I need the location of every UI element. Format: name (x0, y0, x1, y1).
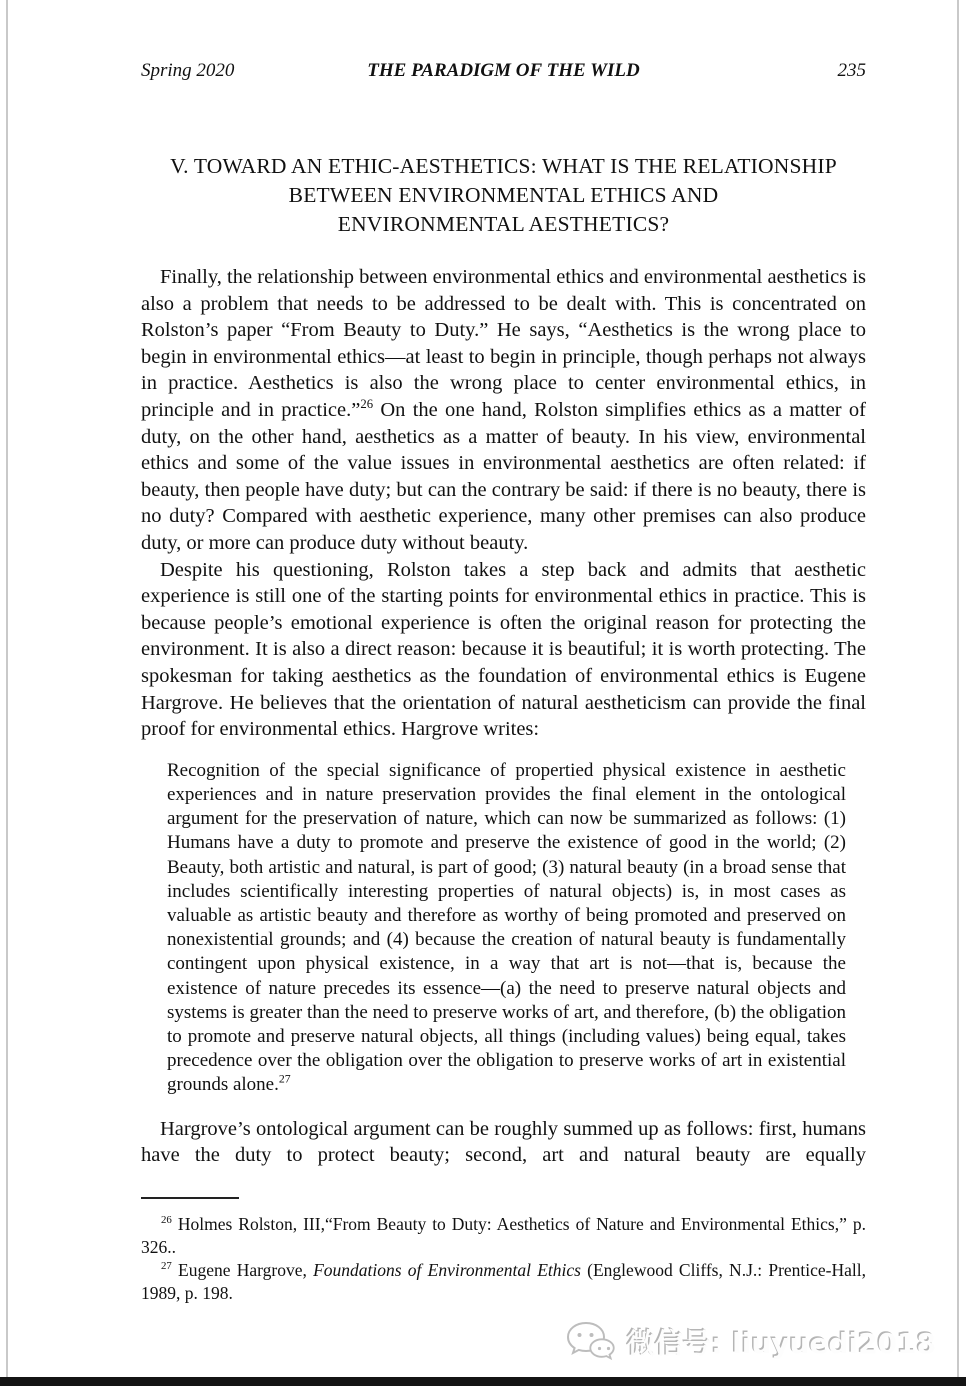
footnote-27 (141, 1259, 866, 1305)
footnote-26-marker: 26 (161, 1213, 172, 1226)
header-journal-title: THE PARADIGM OF THE WILD (367, 60, 640, 81)
footnote-26-text: Holmes Rolston, III,“From Beauty to Duty: Aesthetics of Nature and Environmental Ethics,” p. 326.. (141, 1213, 866, 1257)
paragraph-finally-continued: On the one hand, Rolston simplifies ethics as a matter of duty, on the other hand, aesthetics as a matter of beauty. In his view, environmental ethics and some of the value issues in environmental aesthetics are often related: if beauty, then people have duty; but can the contrary be said: if there is no beauty, there is no duty? Compared with aesthetic experience, many other premises can also produce duty, or more can produce duty without beauty. (141, 398, 866, 554)
footnote-ref-27: 27 (278, 1073, 291, 1086)
section-title-line-2: BETWEEN ENVIRONMENTAL ETHICS AND (288, 183, 719, 207)
section-title (141, 152, 866, 239)
wechat-icon (565, 1320, 617, 1364)
footnote-27-text-post: (Englewood Cliffs, N.J.: Prentice-Hall, 1989, p. 198. (141, 1259, 866, 1303)
header-page-number: 235 (837, 60, 866, 81)
bottom-black-bar (0, 1377, 966, 1386)
footnote-27-text-pre: Eugene Hargrove, (171, 1259, 314, 1280)
document-page (141, 0, 866, 1305)
left-edge-line (6, 0, 8, 1377)
paragraph-finally-text: Finally, the relationship between environmental ethics and environmental aesthetics is also a problem that needs to be addressed to be dealt with. This is concentrated on Rolston’s paper “From Beauty to Duty.” He says, “Aesthetics is the wrong place to begin in environmental ethics—at least to begin in principle, though perhaps not always in practice. Aesthetics is also the wrong place to center environmental ethics, in principle and in practice.” (141, 266, 866, 421)
footnote-separator (141, 1197, 239, 1199)
header-season: Spring 2020 (141, 60, 235, 81)
paragraph-finally (141, 264, 866, 557)
block-quote-text: Recognition of the special significance of propertied physical existence in aesthetic experiences and in nature preservation provides the final element in the ontological argument for the preservation of nature, which can now be summarized as follows: (1) Humans have a duty to promote and preserve the existence of good in the world; (2) Beauty, both artistic and natural, is part of good; (3) natural beauty (in a broad sense that includes scientifically interesting properties of natural objects) is, in most cases as valuable as artistic beauty and therefore as worthy of being promoted and preserved on nonexistential grounds; and (4) because the creation of natural beauty is fundamentally contingent upon physical existence, in a way that art is not—that is, because the existence of nature precedes its essence—(a) the need to preserve natural objects and systems is greater than the need to preserve works of art, and therefore, (b) the obligation to promote and preserve natural objects, all things (including values) being equal, takes precedence over the obligation over the obligation to preserve works of art in existential grounds alone. (167, 759, 846, 1096)
paragraph-hargrove-summary: Hargrove’s ontological argument can be roughly summed up as follows: first, humans have the duty to protect beauty; second, art and natural beauty are equally (141, 1117, 866, 1167)
running-header (141, 60, 866, 82)
paragraph-despite: Despite his questioning, Rolston takes a step back and admits that aesthetic experience is still one of the starting points for environmental ethics in practice. This is because people’s emotional experience is often the original reason for protecting the environment. It is also a direct reason: because it is beautiful; it is worth protecting. The spokesman for taking aesthetics as the foundation of environmental ethics is Eugene Hargrove. He believes that the orientation of natural aestheticism can provide the final proof for environmental ethics. Hargrove writes: (141, 558, 866, 741)
footnote-26 (141, 1213, 866, 1259)
hargrove-block-quote (167, 759, 846, 1098)
footnote-27-book-title: Foundations of Environmental Ethics (313, 1259, 581, 1280)
section-title-line-1: V. TOWARD AN ETHIC-AESTHETICS: WHAT IS THE RELATIONSHIP (170, 154, 837, 178)
wechat-watermark (565, 1320, 936, 1364)
footnote-ref-26: 26 (360, 397, 374, 412)
footnote-27-marker: 27 (161, 1259, 172, 1272)
watermark-text: 微信号: liuyuedi2018 (627, 1327, 936, 1360)
right-edge-line (957, 0, 959, 1377)
footnotes-section (141, 1213, 866, 1305)
section-title-line-3: ENVIRONMENTAL AESTHETICS? (337, 212, 670, 236)
